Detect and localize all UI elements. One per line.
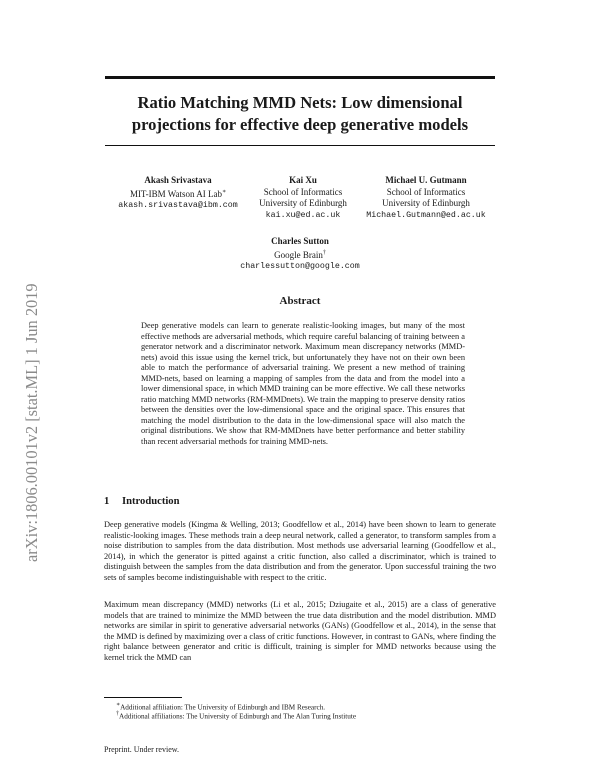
author-email: Michael.Gutmann@ed.ac.uk xyxy=(366,210,486,220)
author-name: Kai Xu xyxy=(289,175,317,185)
author-block xyxy=(352,175,500,221)
footnote-mark: † xyxy=(322,249,326,256)
author-block xyxy=(225,236,375,273)
author-email: akash.srivastava@ibm.com xyxy=(118,201,238,210)
title-top-rule xyxy=(105,76,495,79)
footnote-rule xyxy=(104,697,182,698)
author-affiliation-2: University of Edinburgh xyxy=(382,198,470,208)
author-affiliation: School of Informatics xyxy=(386,186,466,197)
footnote-mark: ∗ xyxy=(116,702,121,708)
author-affiliation: School of Informatics xyxy=(263,186,343,197)
footnote xyxy=(116,710,356,721)
preprint-note: Preprint. Under review. xyxy=(104,745,180,754)
author-name: Michael U. Gutmann xyxy=(385,175,467,185)
author-name: Charles Sutton xyxy=(271,236,329,246)
introduction-paragraph-1: Deep generative models (Kingma & Welling, 2013; Goodfellow et al., 2014) have been shown to learn to generate realistic-looking images. These methods train a deep neural network, called a generator, to transform samples from a noise distribution to samples from the data distribution. Most methods use adversarial learning (Goodfellow et al., 2014), in which the generator is pitted against a critic function, also called a discriminator, which is trained to distinguish between the samples from the data distribution and from the generator. Upon successful training the two sets of samples become indistinguishable with respect to the critic. xyxy=(104,520,496,582)
author-email: charlessutton@google.com xyxy=(240,262,360,271)
section-heading-introduction xyxy=(104,496,180,507)
abstract-text: Deep generative models can learn to generate realistic-looking images, but many of the most effective methods are adversarial methods, which require careful balancing of training between a generator network and a discriminator network. Maximum mean discrepancy networks (MMD-nets) avoid this issue using the kernel trick, but unfortunately they have not on their own been able to match the performance of adversarial training. We present a new method of training MMD-nets, based on learning a mapping of samples from the data and from the model into a lower dimensional space, in which MMD training can be more effective. We call these networks ratio matching MMD networks (RM-MMDnets). We train the mapping to preserve density ratios between the densities over the low-dimensional space and the original space. This ensures that matching the model distribution to the data in the low-dimensional space will also match the original distributions. We show that RM-MMDnets have better performance and better stability than recent adversarial methods for training MMD-nets. xyxy=(141,321,465,447)
section-title: Introduction xyxy=(122,496,180,507)
paper-title-line-1: Ratio Matching MMD Nets: Low dimensional xyxy=(137,93,463,112)
footnote-mark: ∗ xyxy=(221,188,227,195)
footnote-text: Additional affiliation: The University of Edinburgh and IBM Research. xyxy=(120,703,326,712)
paper-title-line-2: projections for effective deep generative models xyxy=(131,115,469,134)
title-bottom-rule xyxy=(105,145,495,146)
footnote-text: Additional affiliations: The University of Edinburgh and The Alan Turing Institute xyxy=(119,712,357,721)
author-affiliation: Google Brain† xyxy=(274,249,326,260)
author-affiliation-2: University of Edinburgh xyxy=(259,198,347,208)
introduction-paragraph-2: Maximum mean discrepancy (MMD) networks (Li et al., 2015; Dziugaite et al., 2015) are a class of generative models that are trained to minimize the MMD between the true data distribution and the model distribution. MMD networks are similar in spirit to generative adversarial networks (GANs) (Goodfellow et al., 2014), in the sense that the MMD is defined by maximizing over a class of critic functions. However, in contrast to GANs, where finding the right balance between generator and critic is difficult, training is simpler for MMD networks because using the kernel trick the MMD can xyxy=(104,600,496,662)
arxiv-identifier-stamp: arXiv:1806.00101v2 [stat.ML] 1 Jun 2019 xyxy=(22,283,41,562)
author-email: kai.xu@ed.ac.uk xyxy=(265,210,341,220)
author-affiliation: MIT-IBM Watson AI Lab∗ xyxy=(129,188,227,199)
abstract-heading: Abstract xyxy=(279,295,321,307)
footnote-mark: † xyxy=(116,711,119,717)
section-number: 1 xyxy=(104,496,110,507)
author-block xyxy=(108,175,248,212)
author-name: Akash Srivastava xyxy=(144,175,212,185)
paper-title xyxy=(105,92,495,136)
author-block xyxy=(238,175,368,221)
